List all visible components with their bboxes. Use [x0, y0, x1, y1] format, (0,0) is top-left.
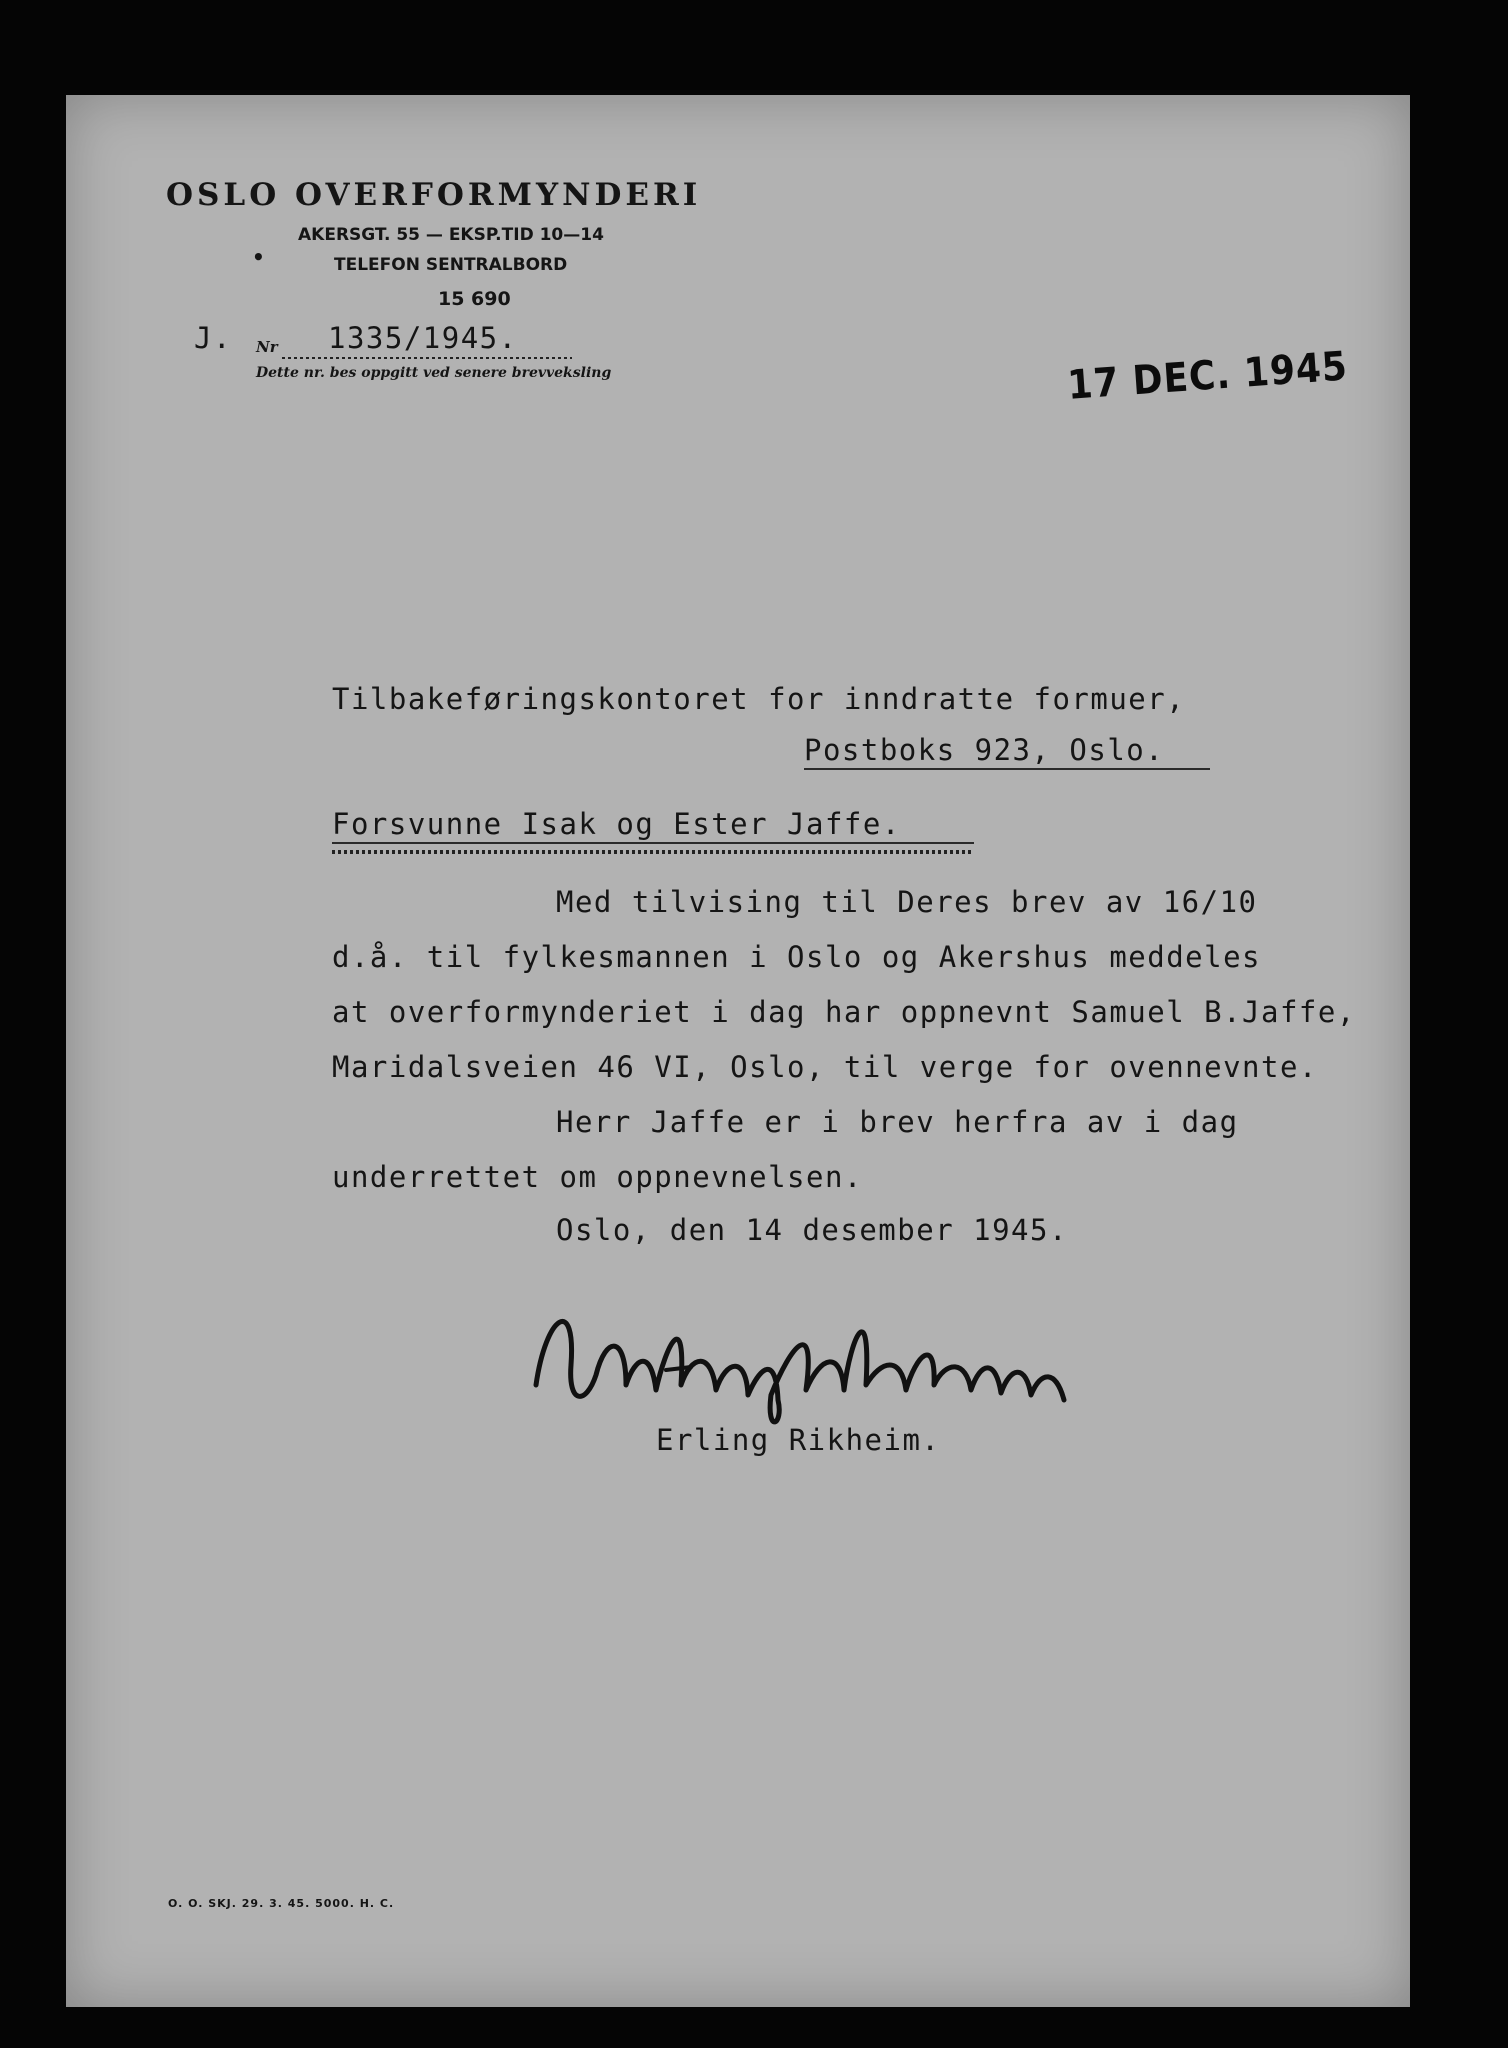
body-line-3: at overformynderiet i dag har oppnevnt Samuel B.Jaffe, — [332, 995, 1356, 1029]
journal-prefix: J. — [194, 321, 232, 355]
recipient-underline — [804, 768, 1210, 770]
body-line-4: Maridalsveien 46 VI, Oslo, til verge for ovennevnte. — [332, 1050, 1318, 1084]
body-line-6: underrettet om oppnevnelsen. — [332, 1160, 863, 1194]
nr-value: 1335/1945. — [328, 321, 518, 355]
signature-name: Erling Rikheim. — [656, 1423, 941, 1457]
letterhead-phone-number: 15 690 — [438, 288, 511, 310]
received-date-stamp: 17 DEC. 1945 — [1066, 343, 1350, 409]
letterhead-phone-label: TELEFON SENTRALBORD — [334, 255, 568, 275]
body-line-2: d.å. til fylkesmannen i Oslo og Akershus meddeles — [332, 940, 1262, 974]
dateline: Oslo, den 14 desember 1945. — [556, 1213, 1068, 1247]
subject-underline — [332, 842, 974, 844]
subject-dotted-underline — [332, 850, 974, 854]
recipient-line-2: Postboks 923, Oslo. — [804, 733, 1165, 767]
recipient-line-1: Tilbakeføringskontoret for inndratte formuer, — [332, 682, 1186, 716]
body-line-5: Herr Jaffe er i brev herfra av i dag — [556, 1105, 1239, 1139]
footer-print-code: O. O. SKJ. 29. 3. 45. 5000. H. C. — [168, 1897, 395, 1910]
nr-dotted-line — [282, 357, 572, 359]
letterhead-bullet: • — [252, 245, 265, 269]
subject-line: Forsvunne Isak og Ester Jaffe. — [332, 807, 901, 841]
nr-label: Nr — [256, 338, 278, 356]
letterhead-note: Dette nr. bes oppgitt ved senere brevveksling — [256, 365, 612, 381]
letterhead-address: AKERSGT. 55 — EKSP.TID 10—14 — [298, 225, 604, 245]
handwritten-signature — [516, 1275, 1136, 1445]
letter-page — [66, 95, 1410, 2007]
body-line-1: Med tilvising til Deres brev av 16/10 — [556, 885, 1258, 919]
letterhead-org: OSLO OVERFORMYNDERI — [166, 177, 702, 213]
